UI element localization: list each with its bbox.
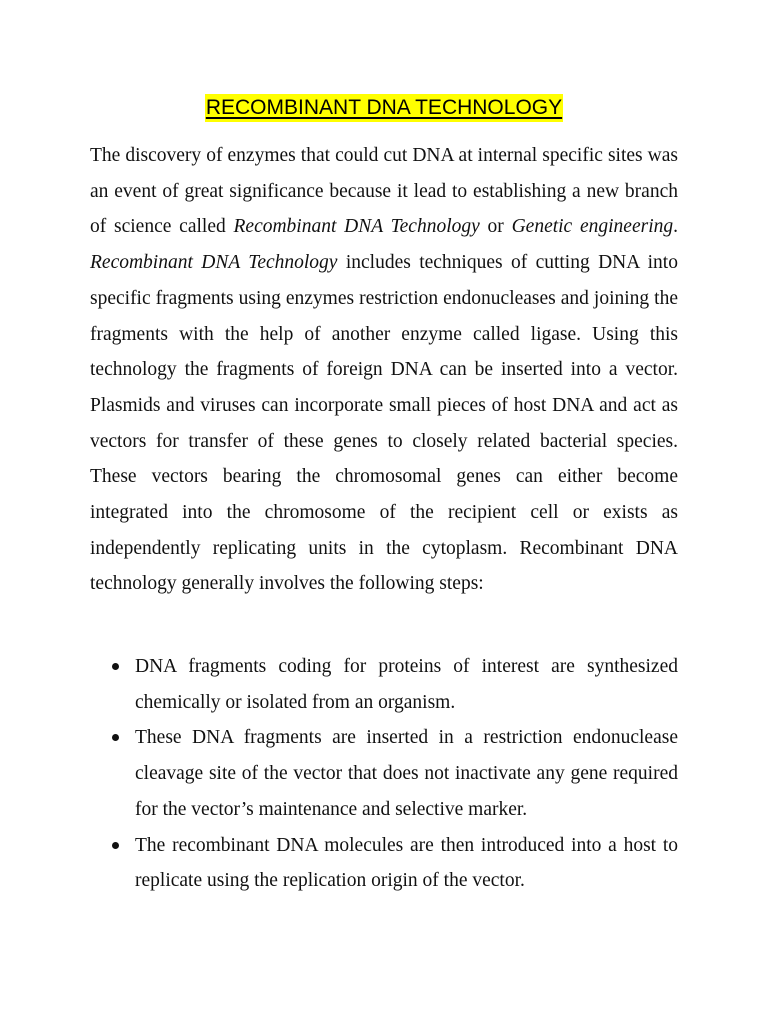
list-item-text: The recombinant DNA molecules are then introduced into a host to replicate using the replication origin of the vector. xyxy=(135,834,678,892)
bullet-icon xyxy=(112,663,119,670)
italic-term: Recombinant DNA Technology xyxy=(233,216,480,238)
list-item-text: These DNA fragments are inserted in a restriction endonuclease cleavage site of the vector that does not inactivate any gene required for the vector’s maintenance and selective marker. xyxy=(135,727,678,820)
paragraph-text: The discovery of enzymes that could cut DNA at internal specific sites was an event of great significance because it lead to establishing a new branch of science called xyxy=(90,145,678,238)
steps-list xyxy=(90,649,678,899)
intro-paragraph xyxy=(90,138,678,602)
list-item xyxy=(90,828,678,899)
bullet-icon xyxy=(112,842,119,849)
list-item xyxy=(90,720,678,827)
title-container xyxy=(0,94,768,122)
paragraph-text: . xyxy=(673,216,678,238)
bullet-icon xyxy=(112,734,119,741)
paragraph-text: includes techniques of cutting DNA into specific fragments using enzymes restriction endonucleases and joining the fragments with the help of another enzyme called ligase. Using this technology the fragments of foreign DNA can be inserted into a vector. Plasmids and viruses can incorporate small pieces of host DNA and act as vectors for transfer of these genes to closely related bacterial species. These vectors bearing the chromosomal genes can either become integrated into the chromosome of the recipient cell or exists as independently replicating units in the cytoplasm. Recombinant DNA technology generally involves the following steps: xyxy=(90,252,678,595)
list-item xyxy=(90,649,678,720)
italic-term: Genetic engineering xyxy=(511,216,674,238)
paragraph-text: or xyxy=(479,216,512,238)
list-item-text: DNA fragments coding for proteins of interest are synthesized chemically or isolated from an organism. xyxy=(135,656,678,713)
italic-term: Recombinant DNA Technology xyxy=(90,252,338,274)
document-title: RECOMBINANT DNA TECHNOLOGY xyxy=(205,94,563,122)
